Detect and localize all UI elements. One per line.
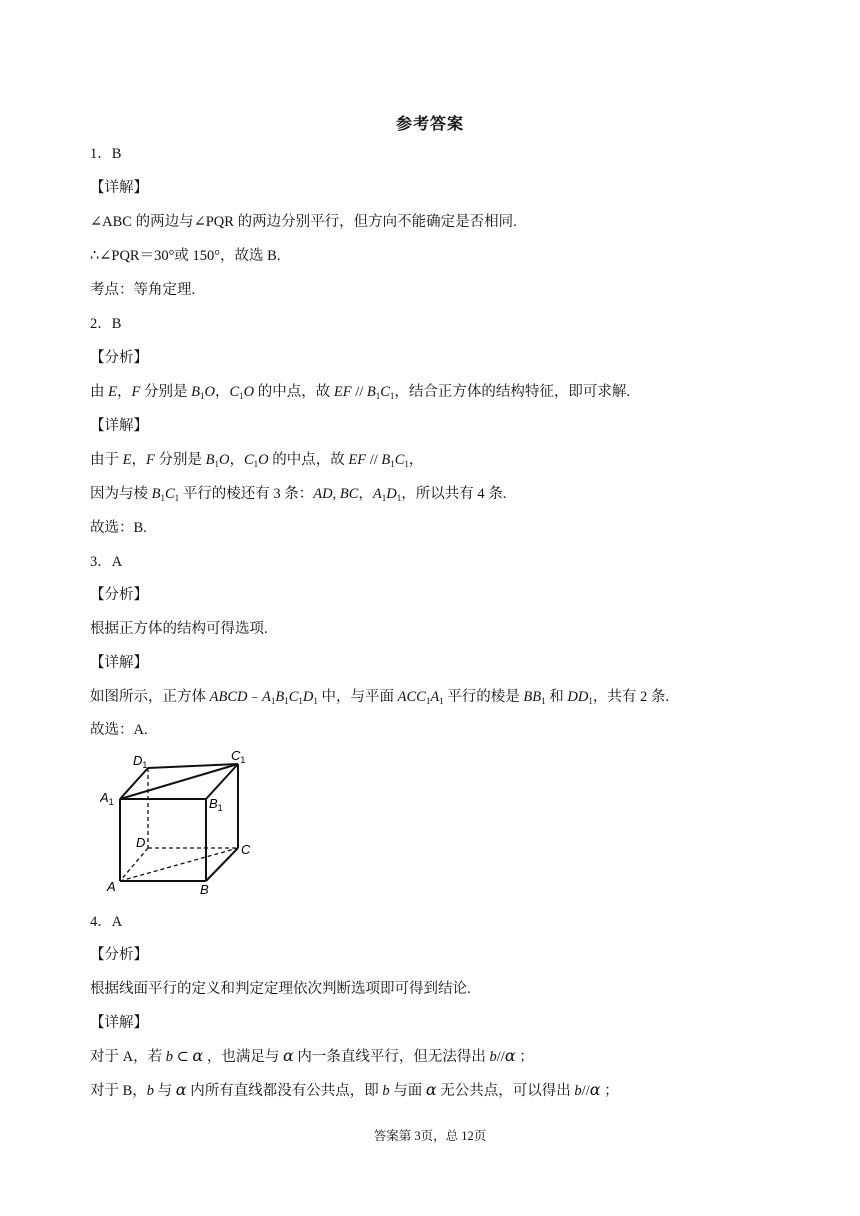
diagonal-a1c1 [120,764,238,799]
label-a1: $A_1$ [100,790,114,807]
label-b: B [200,882,209,896]
q2-detail-line-1: 由于 E，F 分别是 $B_1O$，$C_1O$ 的中点，故 EF // $B_1C_1$， [90,452,424,469]
q3-detail-heading: 【详解】 [90,655,148,671]
page-footer: 答案第 3页，总 12页 [373,1129,487,1143]
q3-final: 故选：A. [90,722,148,738]
q1-note: 考点：等角定理. [90,282,196,298]
q1-detail-line-1: ∠ABC 的两边与∠PQR 的两边分别平行，但方向不能确定是否相同. [90,214,517,230]
q3-analysis-heading: 【分析】 [90,587,148,603]
q4-analysis-heading: 【分析】 [90,947,148,963]
cube-diagram [100,744,260,896]
q1-detail-line-2: ∴∠PQR＝30°或 150°，故选 B. [90,248,281,264]
q4-detail-line-1: 对于 A，若 b ⊂ α ，也满足与 α 内一条直线平行，但无法得出 b//α ； [90,1046,534,1065]
label-c: C [241,842,251,857]
page-title: 参考答案 [395,116,464,133]
edge-ad-hidden [120,848,148,881]
label-d: D [136,835,146,850]
q3-detail-line-1: 如图所示，正方体 $ABCD﹣A_1B_1C_1D_1$ 中，与平面 $ACC_1A_1$ 平行的棱是 $BB_1$ 和 $DD_1$，共有 2 条. [90,689,669,706]
label-d1: $D_1$ [133,753,148,770]
label-b1: $B_1$ [209,796,223,813]
q2-detail-line-2: 因为与棱 $B_1C_1$ 平行的棱还有 3 条：AD, BC，$A_1D_1$，所以共有 4 条. [90,486,507,503]
q4-detail-heading: 【详解】 [90,1015,148,1031]
q2-answer: 2．B [90,316,122,332]
q2-analysis-text: 由 E，F 分别是 $B_1O$，$C_1O$ 的中点，故 EF // $B_1C_1$，结合正方体的结构特征，即可求解. [90,384,631,401]
q4-analysis-text: 根据线面平行的定义和判定定理依次判断选项即可得到结论. [90,981,471,997]
q1-detail-heading: 【详解】 [90,180,148,196]
q4-detail-line-2: 对于 B，b 与 α 内所有直线都没有公共点，即 b 与面 α 无公共点，可以得出 b//α ； [90,1080,619,1099]
q2-final: 故选：B. [90,520,147,536]
q1-answer: 1．B [90,146,122,162]
q3-answer: 3．A [90,554,123,570]
label-a: A [107,879,116,894]
q4-answer: 4．A [90,914,123,930]
label-c1: $C_1$ [231,748,246,765]
q2-analysis-heading: 【分析】 [90,350,148,366]
q3-analysis-text: 根据正方体的结构可得选项. [90,621,268,637]
q2-detail-heading: 【详解】 [90,418,148,434]
diagonal-ac-hidden [120,848,238,881]
